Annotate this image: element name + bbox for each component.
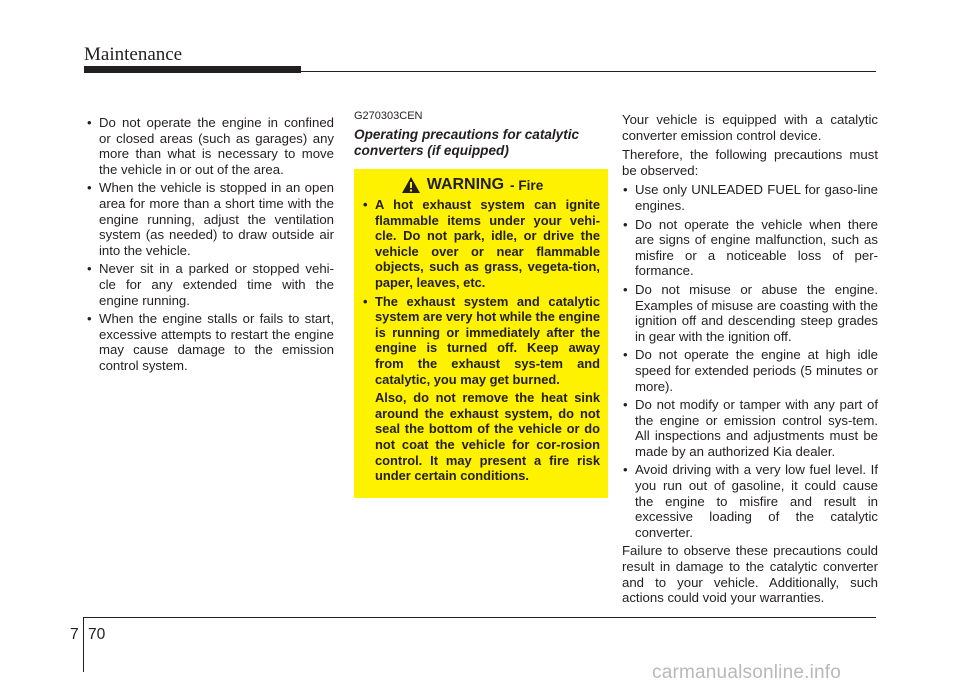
warning-item: • A hot exhaust system can ignite flammable items under your vehi-cle. Do not park, idle, or drive the vehicle over or near flammable objects, such as grass, vegeta-tion, paper, leaves, etc. (362, 197, 600, 291)
list-item: • Do not operate the engine at high idle speed for extended periods (5 minutes or more). (622, 347, 878, 394)
intro-paragraph-2: Therefore, the following precautions must be observed: (622, 147, 878, 178)
section-title: Maintenance (84, 44, 183, 65)
watermark: carmanualsonline.info (652, 662, 842, 683)
column-right (622, 112, 878, 610)
warning-list (362, 197, 600, 387)
footer-divider (83, 617, 84, 672)
page-number: 70 (88, 626, 106, 643)
intro-paragraph: Your vehicle is equipped with a catalytic converter emission control device. (622, 112, 878, 143)
precautions-list (622, 182, 878, 540)
closing-paragraph: Failure to observe these precautions could result in damage to the catalytic converter and to your vehicle. Additionally, such actions could void your warranties. (622, 543, 878, 606)
list-item: • When the engine stalls or fails to start, excessive attempts to restart the engine may cause damage to the emission control system. (86, 311, 334, 373)
warning-triangle-icon (401, 176, 421, 194)
header-rule (301, 71, 876, 72)
chapter-number: 7 (70, 626, 79, 643)
list-item: • Avoid driving with a very low fuel level. If you run out of gasoline, it could cause the engine to misfire and result in excessive loading of the catalytic converter. (622, 462, 878, 540)
bullet-list (86, 115, 334, 374)
warning-continuation: Also, do not remove the heat sink around the exhaust system, do not seal the bottom of the vehicle or do not coat the vehicle for cor-rosion control. It may present a fire risk under certain conditions. (375, 390, 600, 484)
warning-title: WARNING (426, 176, 505, 193)
list-item: • Do not modify or tamper with any part of the engine or emission control sys-tem. All inspections and adjustments must be made by an authorized Kia dealer. (622, 397, 878, 459)
list-item: • Never sit in a parked or stopped vehi-cle for any extended time with the engine running. (86, 261, 334, 308)
column-middle (354, 110, 608, 158)
list-item: • Use only UNLEADED FUEL for gaso-line engines. (622, 182, 878, 213)
list-item: • Do not misuse or abuse the engine. Examples of misuse are coasting with the ignition off and descending steep grades in gear with the ignition off. (622, 282, 878, 344)
warning-item: • The exhaust system and catalytic system are very hot while the engine is running or immediately after the engine is turned off. Keep away from the exhaust sys-tem and catalytic, you may get burned. (362, 294, 600, 388)
footer-rule (83, 617, 876, 618)
subheading: Operating precautions for catalytic converters (if equipped) (354, 127, 580, 158)
header-accent-bar (84, 66, 301, 73)
warning-subtitle: - Fire (510, 177, 544, 193)
warning-header (344, 176, 600, 194)
warning-box (354, 169, 608, 498)
list-item: • Do not operate the vehicle when there are signs of engine malfunction, such as misfire or a noticeable loss of per-formance. (622, 217, 878, 279)
document-code: G270303CEN (354, 110, 423, 122)
list-item: • Do not operate the engine in confined or closed areas (such as garages) any more than what is necessary to move the vehicle in or out of the area. (86, 115, 334, 177)
column-left (86, 115, 334, 377)
list-item: • When the vehicle is stopped in an open area for more than a short time with the engine running, adjust the ventilation system (as needed) to draw outside air into the vehicle. (86, 180, 334, 258)
